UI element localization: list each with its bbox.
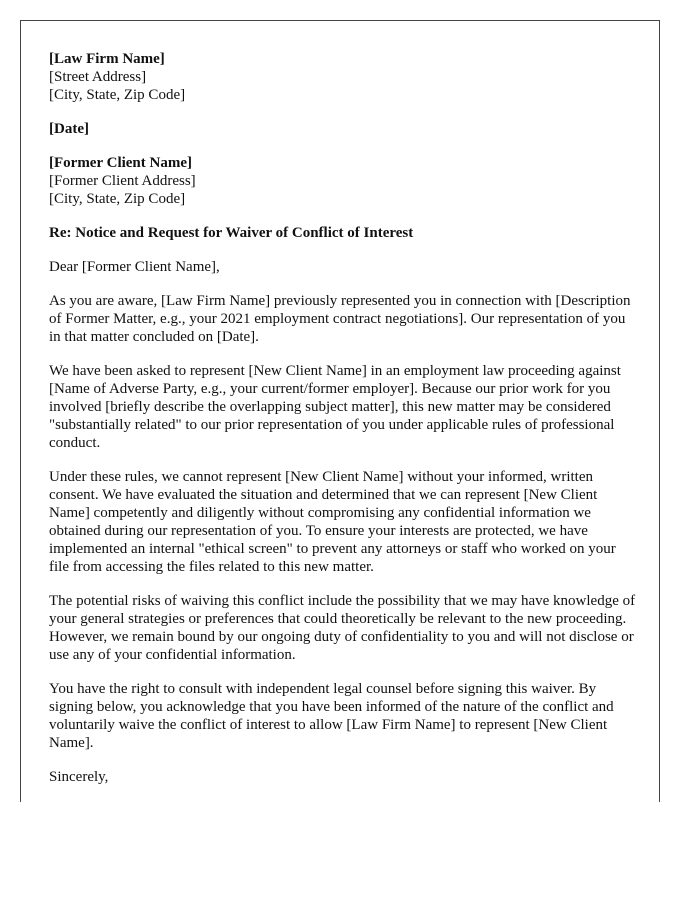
paragraph-4: The potential risks of waiving this conflict include the possibility that we may have knowledge of your general strategies or preferences that could theoretically be relevant to the new proceeding. However, we remain bound by our ongoing duty of confidentiality to you and will not disclose or use any of your confidential information. xyxy=(49,593,636,663)
letter-date: [Date] xyxy=(49,121,89,137)
recipient-city: [City, State, Zip Code] xyxy=(49,191,186,207)
recipient-block xyxy=(49,154,639,208)
letter-page xyxy=(20,20,660,802)
subject-line: Re: Notice and Request for Waiver of Conflict of Interest xyxy=(49,225,414,241)
recipient-address: [Former Client Address] xyxy=(49,173,196,189)
paragraph-2: We have been asked to represent [New Client Name] in an employment law proceeding against [Name of Adverse Party, e.g., your current/former employer]. Because our prior work for you involved [briefly describe the overlapping subject matter], this new matter may be considered "substantially related" to our prior representation of you under applicable rules of professional conduct. xyxy=(49,363,621,451)
closing: Sincerely, xyxy=(49,769,109,785)
recipient-name: [Former Client Name] xyxy=(49,155,192,171)
sender-name: [Law Firm Name] xyxy=(49,51,165,67)
sender-street: [Street Address] xyxy=(49,69,147,85)
sender-block xyxy=(49,50,639,104)
paragraph-5: You have the right to consult with independent legal counsel before signing this waiver. By signing below, you acknowledge that you have been informed of the nature of the conflict and voluntarily waive the conflict of interest to allow [Law Firm Name] to represent [New Client Name]. xyxy=(49,681,614,751)
paragraph-3: Under these rules, we cannot represent [New Client Name] without your informed, written consent. We have evaluated the situation and determined that we can represent [New Client Name] competently and diligently without compromising any confidential information we obtained during our representation of you. To ensure your interests are protected, we have implemented an internal "ethical screen" to prevent any attorneys or staff who worked on your file from accessing the files related to this new matter. xyxy=(49,469,616,575)
sender-city: [City, State, Zip Code] xyxy=(49,87,186,103)
salutation: Dear [Former Client Name], xyxy=(49,259,220,275)
letter-body xyxy=(49,50,639,786)
paragraph-1: As you are aware, [Law Firm Name] previously represented you in connection with [Description of Former Matter, e.g., your 2021 employment contract negotiations]. Our representation of you in that matter concluded on [Date]. xyxy=(49,293,631,345)
